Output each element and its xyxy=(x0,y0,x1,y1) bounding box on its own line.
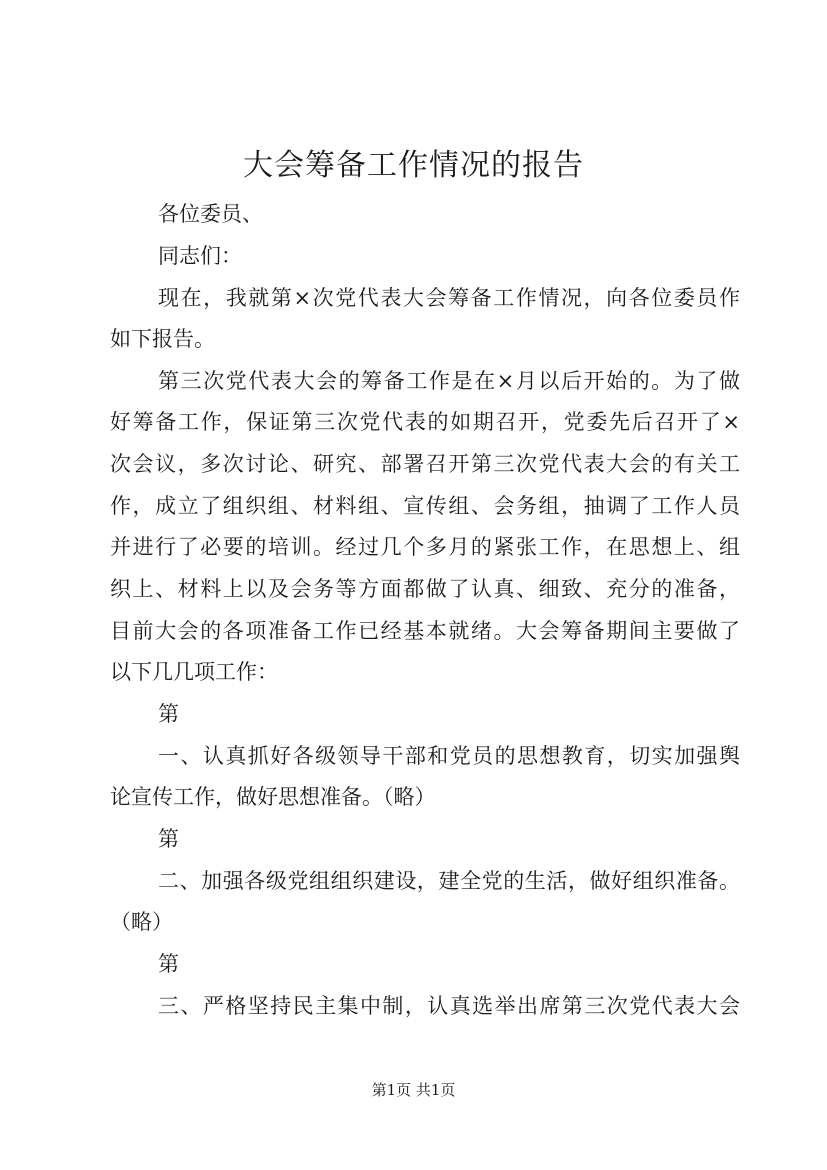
salutation-line: 各位委员、 xyxy=(158,202,263,226)
section-marker: 第 xyxy=(158,827,179,851)
paragraph-line: 织上、材料上以及会务等方面都做了认真、细致、充分的准备， xyxy=(110,577,740,601)
salutation-line: 同志们： xyxy=(158,244,242,268)
paragraph-line: 论宣传工作，做好思想准备。（略） xyxy=(110,785,436,809)
paragraph-line: 好筹备工作，保证第三次党代表的如期召开，党委先后召开了× xyxy=(110,410,740,434)
paragraph-line: 以下几几项工作： xyxy=(110,660,278,684)
paragraph-line: 并进行了必要的培训。经过几个多月的紧张工作，在思想上、组 xyxy=(110,535,740,559)
document-title: 大会筹备工作情况的报告 xyxy=(243,148,584,183)
paragraph-line: （略） xyxy=(110,910,173,934)
section-marker: 第 xyxy=(158,702,179,726)
section-heading-line: 三、严格坚持民主集中制，认真选举出席第三次党代表大会 xyxy=(158,994,740,1018)
paragraph-line: 作，成立了组织组、材料组、宣传组、会务组，抽调了工作人员 xyxy=(110,494,740,518)
paragraph-line: 现在，我就第×次党代表大会筹备工作情况，向各位委员作 xyxy=(158,286,740,310)
paragraph-line: 第三次党代表大会的筹备工作是在×月以后开始的。为了做 xyxy=(158,369,740,393)
section-heading-line: 二、加强各级党组组织建设，建全党的生活，做好组织准备。 xyxy=(158,869,740,893)
section-heading-line: 一、认真抓好各级领导干部和党员的思想教育，切实加强舆 xyxy=(158,744,740,768)
paragraph-line: 如下报告。 xyxy=(110,327,215,351)
paragraph-line: 目前大会的各项准备工作已经基本就绪。大会筹备期间主要做了 xyxy=(110,619,740,643)
section-marker: 第 xyxy=(158,952,179,976)
page-footer: 第1页 共1页 xyxy=(371,1081,456,1099)
paragraph-line: 次会议，多次讨论、研究、部署召开第三次党代表大会的有关工 xyxy=(110,452,740,476)
